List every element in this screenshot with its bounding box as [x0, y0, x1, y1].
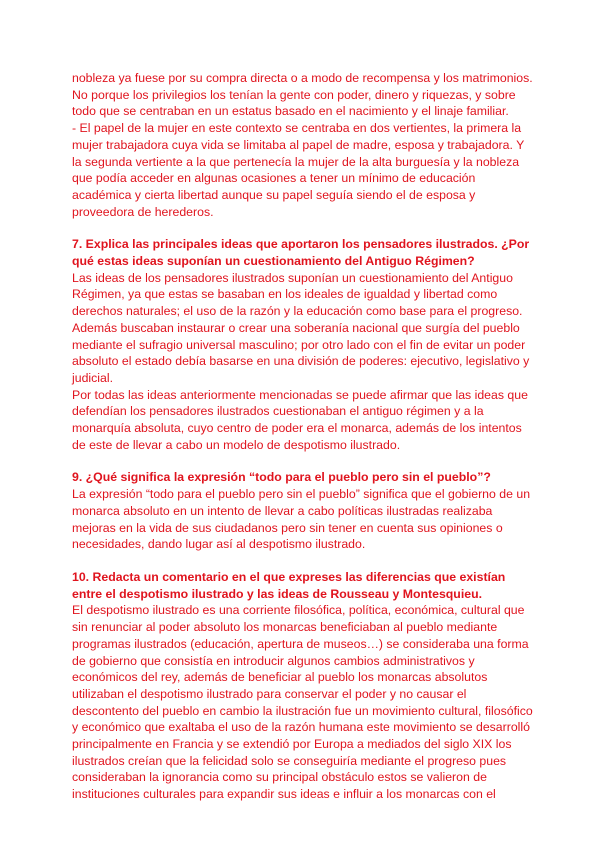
answer-line: consideraban la ignorancia como su principal obstáculo estos se valieron de	[72, 770, 487, 785]
answer-line: El despotismo ilustrado es una corriente filosófica, política, económica, cultural que	[72, 603, 525, 618]
answer-line: sin renunciar al poder absoluto los monarcas beneficiaban al pueblo mediante	[72, 620, 498, 635]
answer-line: monarquía absoluta, cuyo centro de poder era el monarca, además de los intentos	[72, 421, 522, 436]
answer-line: utilizaban el despotismo ilustrado para conservar el poder y no causar el	[72, 686, 467, 701]
heading-line: entre el despotismo ilustrado y las ideas de Rousseau y Montesquieu.	[72, 586, 483, 601]
answer-line: absoluto el estado debía basarse en una división de poderes: ejecutivo, legislativo y	[72, 354, 530, 369]
question-7-answer	[72, 270, 532, 454]
intro-line: nobleza ya fuese por su compra directa o a modo de recompensa y los matrimonios.	[72, 71, 533, 85]
intro-line: proveedora de herederos.	[72, 204, 214, 219]
question-7-section	[72, 236, 532, 453]
intro-line: que podía acceder en algunas ocasiones a tener un mínimo de educación	[72, 171, 476, 186]
answer-line: mediante el sufragio universal masculino; por otro lado con el fin de evitar un poder	[72, 337, 526, 352]
answer-line: económicos del rey, además de beneficiar al pueblo los monarcas absolutos	[72, 670, 488, 685]
heading-line: 9. ¿Qué significa la expresión “todo para el pueblo pero sin el pueblo”?	[72, 470, 491, 485]
answer-line: defendían los pensadores ilustrados cuestionaban el antiguo régimen y a la	[72, 404, 484, 419]
document-page	[72, 70, 532, 803]
question-9-answer	[72, 486, 532, 553]
answer-line: Por todas las ideas anteriormente mencionadas se puede afirmar que las ideas que	[72, 387, 528, 402]
intro-line: mujer trabajadora cuya vida se limitaba al papel de madre, esposa y trabajadora. Y	[72, 137, 525, 152]
answer-line: judicial.	[72, 370, 114, 385]
heading-line: qué estas ideas suponían un cuestionamiento del Antiguo Régimen?	[72, 254, 475, 269]
intro-line: No porque los privilegios los tenían la gente con poder, dinero y riquezas, y sobre	[72, 87, 516, 102]
answer-line: Las ideas de los pensadores ilustrados suponían un cuestionamiento del Antiguo	[72, 270, 513, 285]
question-9-heading	[72, 469, 532, 486]
heading-line: 7. Explica las principales ideas que aportaron los pensadores ilustrados. ¿Por	[72, 237, 530, 252]
intro-paragraph	[72, 70, 532, 220]
heading-line: 10. Redacta un comentario en el que expreses las diferencias que existían	[72, 569, 506, 584]
question-10-section	[72, 569, 532, 803]
question-10-answer	[72, 602, 532, 802]
question-10-heading	[72, 569, 532, 602]
intro-line: todo que se centraban en un estatus basado en el nacimiento y el linaje familiar.	[72, 104, 509, 119]
answer-line: principalmente en Francia y se extendió por Europa a mediados del siglo XIX los	[72, 737, 512, 752]
answer-line: de este de llevar a cabo un modelo de despotismo ilustrado.	[72, 437, 401, 452]
intro-line: académica y cierta libertad aunque su papel seguía siendo el de esposa y	[72, 187, 476, 202]
answer-line: monarca absoluto en un intento de llevar a cabo políticas ilustradas realizaba	[72, 503, 493, 518]
answer-line: ilustrados creían que la felicidad solo se conseguiría mediante el progreso pues	[72, 753, 507, 768]
intro-line: - El papel de la mujer en este contexto se centraba en dos vertientes, la primera la	[72, 121, 522, 136]
answer-line: Régimen, ya que estas se basaban en los ideales de igualdad y libertad como	[72, 287, 498, 302]
answer-line: y económico que exaltaba el uso de la razón humana este movimiento se desarrolló	[72, 720, 530, 735]
answer-line: programas ilustrados (educación, apertura de museos…) se consideraba una forma	[72, 636, 529, 651]
answer-line: instituciones culturales para expandir sus ideas e influir a los monarcas con el	[72, 787, 496, 802]
question-7-heading	[72, 236, 532, 269]
answer-line: La expresión “todo para el pueblo pero sin el pueblo” significa que el gobierno de un	[72, 487, 531, 502]
intro-line: la segunda vertiente a la que pertenecía la mujer de la alta burguesía y la nobleza	[72, 154, 520, 169]
question-9-section	[72, 469, 532, 553]
answer-line: de gobierno que consistía en introducir algunos cambios administrativos y	[72, 653, 475, 668]
answer-line: descontento del pueblo en cambio la ilustración fue un movimiento cultural, filosófico	[72, 703, 533, 718]
answer-line: derechos naturales; el uso de la razón y la educación como base para el progreso.	[72, 304, 523, 319]
answer-line: Además buscaban instaurar o crear una soberanía nacional que surgía del pueblo	[72, 320, 520, 335]
answer-line: mejoras en la vida de sus ciudadanos pero sin tener en cuenta sus opiniones o	[72, 520, 503, 535]
answer-line: necesidades, dando lugar así al despotismo ilustrado.	[72, 537, 366, 552]
